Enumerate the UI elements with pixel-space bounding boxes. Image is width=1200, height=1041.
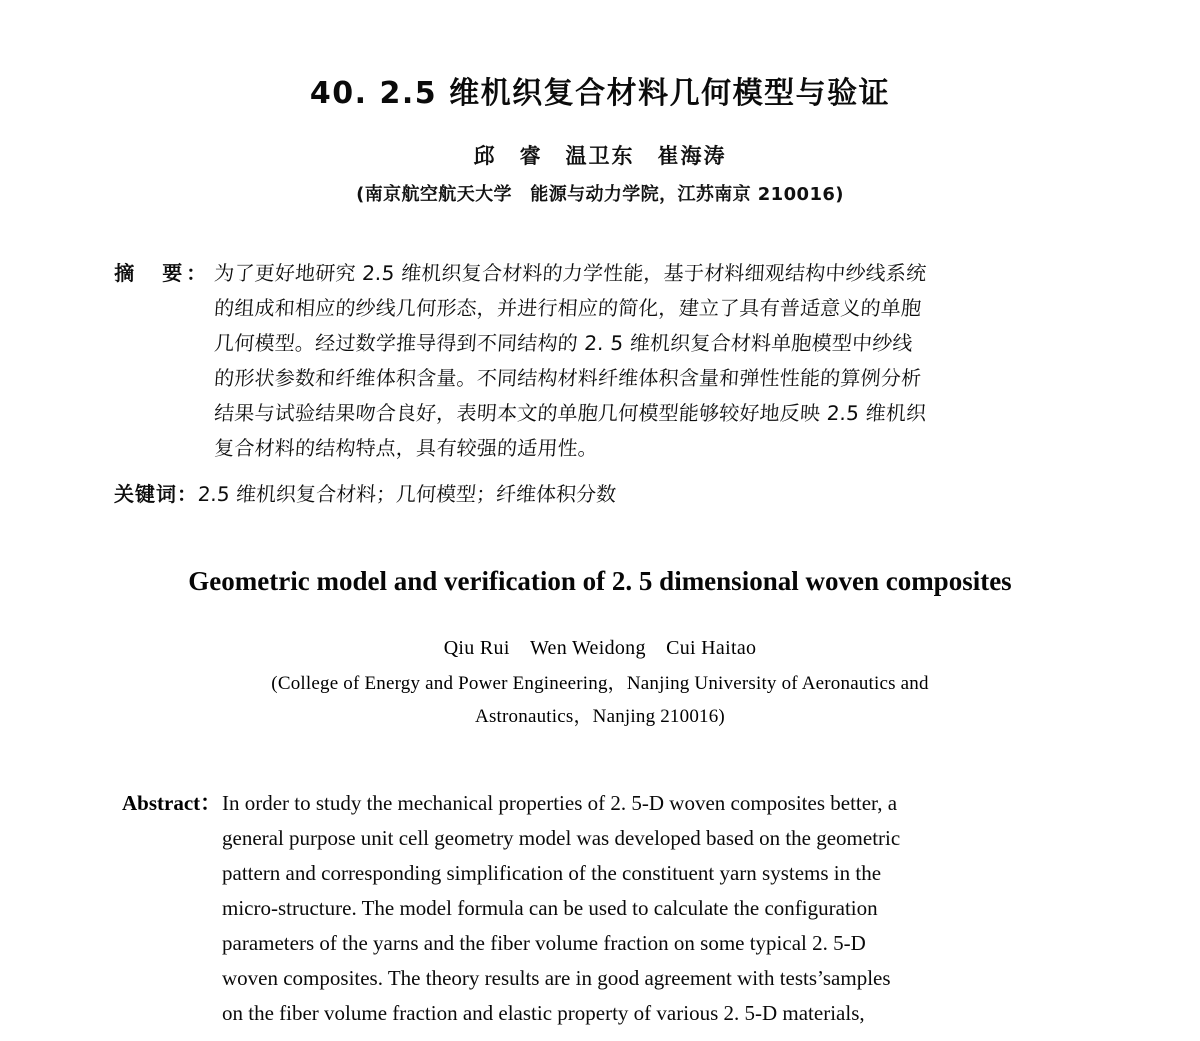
english-abstract-text: general purpose unit cell geometry model was developed based on the geometric [222, 826, 901, 850]
chinese-keywords [113, 478, 617, 507]
chinese-abstract-text: 为了更好地研究 2.5 维机织复合材料的力学性能，基于材料细观结构中纱线系统 [213, 261, 928, 285]
chinese-abstract-text: 复合材料的结构特点，具有较强的适用性。 [213, 436, 599, 460]
english-abstract-line [122, 926, 1068, 961]
english-abstract-text: woven composites. The theory results are in good agreement with tests’samples [222, 966, 891, 990]
chinese-abstract-line [113, 431, 1073, 466]
english-abstract-line [122, 891, 1068, 926]
english-abstract-line [122, 856, 1068, 891]
chinese-abstract-block [113, 256, 1071, 466]
english-abstract-block [122, 786, 1068, 1031]
chinese-abstract-line [113, 291, 1073, 326]
english-abstract-text: parameters of the yarns and the fiber volume fraction on some typical 2. 5-D [222, 931, 866, 955]
english-abstract-line [122, 786, 1068, 821]
chinese-keywords-label: 关键词： [114, 482, 199, 506]
chinese-abstract-text: 几何模型。经过数学推导得到不同结构的 2. 5 维机织复合材料单胞模型中纱线 [213, 331, 914, 355]
english-abstract-text: on the fiber volume fraction and elastic property of various 2. 5-D materials, [222, 1001, 865, 1025]
english-author-list: Qiu Rui Wen Weidong Cui Haitao [443, 637, 757, 659]
chinese-paper-title: 40. 2.5 维机织复合材料几何模型与验证 [309, 76, 891, 111]
chinese-abstract-text: 结果与试验结果吻合良好，表明本文的单胞几何模型能够较好地反映 2.5 维机织 [213, 401, 928, 425]
chinese-abstract-text: 的组成和相应的纱线几何形态，并进行相应的简化，建立了具有普适意义的单胞 [213, 296, 923, 320]
english-abstract-line [122, 821, 1068, 856]
chinese-abstract-text: 的形状参数和纤维体积含量。不同结构材料纤维体积含量和弹性性能的算例分析 [213, 366, 923, 390]
chinese-abstract-line [113, 256, 1073, 291]
english-affiliation-line-2: Astronautics，Nanjing 210016) [475, 706, 725, 727]
english-abstract-line [122, 961, 1068, 996]
english-abstract-text: pattern and corresponding simplification of the constituent yarn systems in the [222, 861, 882, 885]
chinese-keywords-text: 2.5 维机织复合材料；几何模型；纤维体积分数 [197, 482, 617, 506]
chinese-author-list: 邱 睿 温卫东 崔海涛 [473, 144, 727, 168]
english-paper-title: Geometric model and verification of 2. 5 dimensional woven composites [188, 566, 1012, 596]
english-abstract-text: micro-structure. The model formula can be used to calculate the configuration [222, 896, 878, 920]
chinese-abstract-line [113, 396, 1073, 431]
chinese-abstract-line [113, 361, 1073, 396]
chinese-abstract-label: 摘 要： [114, 261, 211, 285]
english-abstract-label: Abstract： [122, 791, 222, 815]
chinese-affiliation: (南京航空航天大学 能源与动力学院，江苏南京 210016) [356, 184, 844, 205]
english-abstract-text: In order to study the mechanical properties of 2. 5-D woven composites better, a [222, 791, 898, 815]
chinese-abstract-line [113, 326, 1073, 361]
english-affiliation-line-1: (College of Energy and Power Engineering，Nanjing University of Aeronautics and [271, 673, 929, 694]
english-abstract-line [122, 996, 1068, 1031]
